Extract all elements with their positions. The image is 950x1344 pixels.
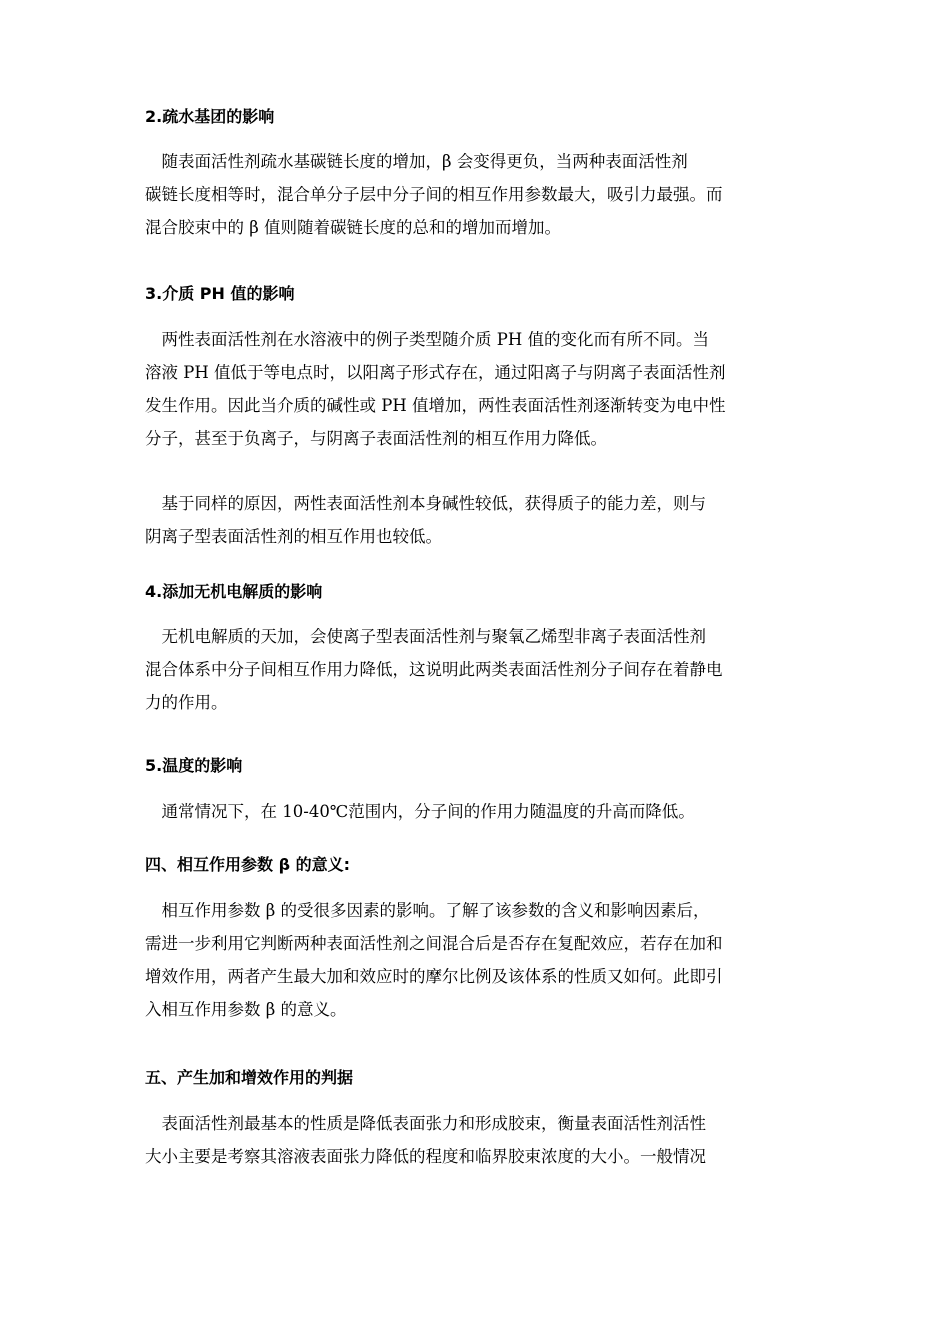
text-line: 混合胶束中的 β 值则随着碳链长度的总和的增加而增加。 (145, 218, 562, 237)
text-line: 大小主要是考察其溶液表面张力降低的程度和临界胶束浓度的大小。一般情况 (145, 1147, 706, 1166)
text-line: 溶液 PH 值低于等电点时，以阳离子形式存在，通过阳离子与阴离子表面活性剂 (145, 363, 726, 382)
paragraph-synergy-criteria (145, 1114, 810, 1180)
text-line: 随表面活性剂疏水基碳链长度的增加，β 会变得更负，当两种表面活性剂 (145, 152, 688, 171)
text-line: 发生作用。因此当介质的碱性或 PH 值增加，两性表面活性剂逐渐转变为电中性 (145, 396, 726, 415)
text-line: 无机电解质的天加，会使离子型表面活性剂与聚氧乙烯型非离子表面活性剂 (145, 627, 706, 646)
paragraph-temperature (145, 802, 810, 835)
text-line: 入相互作用参数 β 的意义。 (145, 1000, 347, 1019)
paragraph-beta-significance (145, 901, 810, 1033)
section-heading-synergy-criteria: 五、产生加和增效作用的判据 (145, 1068, 354, 1087)
text-line: 两性表面活性剂在水溶液中的例子类型随介质 PH 值的变化而有所不同。当 (145, 330, 709, 349)
text-line: 混合体系中分子间相互作用力降低，这说明此两类表面活性剂分子间存在着静电 (145, 660, 723, 679)
text-line: 分子，甚至于负离子，与阴离子表面活性剂的相互作用力降低。 (145, 429, 607, 448)
text-line: 增效作用，两者产生最大加和效应时的摩尔比例及该体系的性质又如何。此即引 (145, 967, 723, 986)
section-heading-medium-ph: 3.介质 PH 值的影响 (145, 284, 295, 303)
section-heading-electrolyte: 4.添加无机电解质的影响 (145, 582, 323, 601)
text-line: 碳链长度相等时，混合单分子层中分子间的相互作用参数最大，吸引力最强。而 (145, 185, 723, 204)
text-line: 阴离子型表面活性剂的相互作用也较低。 (145, 527, 442, 546)
text-line: 通常情况下，在 10-40℃范围内，分子间的作用力随温度的升高而降低。 (145, 802, 695, 821)
text-line: 基于同样的原因，两性表面活性剂本身碱性较低，获得质子的能力差，则与 (145, 494, 706, 513)
paragraph-medium-ph-2 (145, 494, 810, 560)
section-heading-temperature: 5.温度的影响 (145, 756, 243, 775)
paragraph-hydrophobic-group (145, 152, 810, 251)
text-line: 相互作用参数 β 的受很多因素的影响。了解了该参数的含义和影响因素后， (145, 901, 710, 920)
section-heading-beta-significance: 四、相互作用参数 β 的意义: (145, 855, 350, 874)
paragraph-electrolyte (145, 627, 810, 726)
paragraph-medium-ph-1 (145, 330, 810, 462)
text-line: 需进一步利用它判断两种表面活性剂之间混合后是否存在复配效应，若存在加和 (145, 934, 723, 953)
text-line: 力的作用。 (145, 693, 228, 712)
text-line: 表面活性剂最基本的性质是降低表面张力和形成胶束，衡量表面活性剂活性 (145, 1114, 706, 1133)
section-heading-hydrophobic-group: 2.疏水基团的影响 (145, 107, 275, 126)
